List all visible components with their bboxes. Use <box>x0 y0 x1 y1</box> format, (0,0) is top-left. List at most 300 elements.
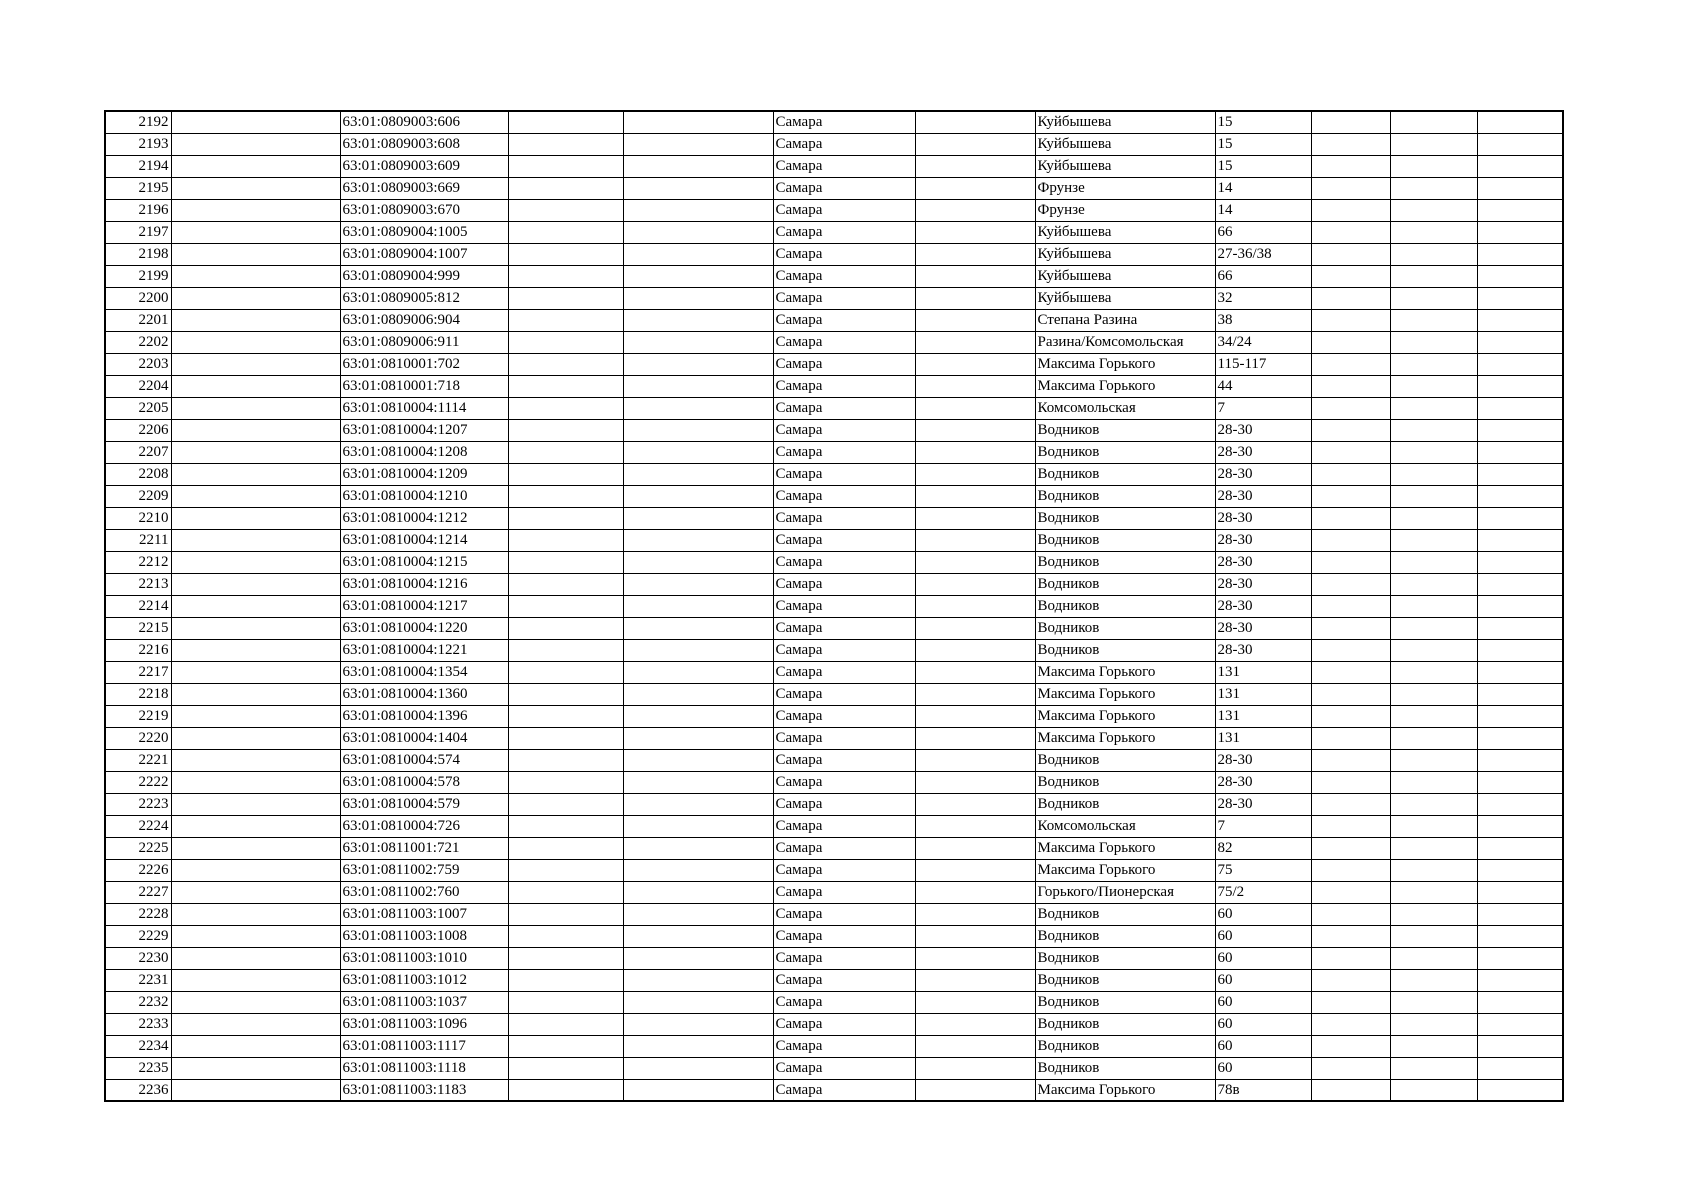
table-row <box>105 903 1563 925</box>
street-cell: Водников <box>1035 1035 1215 1057</box>
empty-cell <box>1477 1079 1563 1101</box>
empty-cell <box>915 991 1035 1013</box>
empty-cell <box>171 749 340 771</box>
street-cell: Комсомольская <box>1035 815 1215 837</box>
empty-cell <box>508 419 623 441</box>
table-body <box>105 111 1563 1101</box>
empty-cell <box>508 529 623 551</box>
cadastral-number-cell: 63:01:0810004:1207 <box>340 419 508 441</box>
house-number-cell: 28-30 <box>1215 485 1311 507</box>
empty-cell <box>1390 353 1477 375</box>
house-number-cell: 66 <box>1215 221 1311 243</box>
empty-cell <box>623 265 773 287</box>
table-row <box>105 111 1563 133</box>
empty-cell <box>1311 1079 1390 1101</box>
empty-cell <box>1390 1013 1477 1035</box>
empty-cell <box>623 947 773 969</box>
empty-cell <box>915 111 1035 133</box>
city-cell: Самара <box>773 1057 915 1079</box>
empty-cell <box>171 859 340 881</box>
empty-cell <box>508 507 623 529</box>
table-row <box>105 529 1563 551</box>
empty-cell <box>1390 793 1477 815</box>
empty-cell <box>915 903 1035 925</box>
data-table <box>104 110 1564 1102</box>
table-row <box>105 1035 1563 1057</box>
empty-cell <box>1477 617 1563 639</box>
empty-cell <box>1477 991 1563 1013</box>
empty-cell <box>623 309 773 331</box>
empty-cell <box>623 925 773 947</box>
empty-cell <box>171 221 340 243</box>
empty-cell <box>1311 727 1390 749</box>
empty-cell <box>623 419 773 441</box>
table-row <box>105 309 1563 331</box>
cadastral-number-cell: 63:01:0810001:702 <box>340 353 508 375</box>
empty-cell <box>1311 243 1390 265</box>
street-cell: Водников <box>1035 617 1215 639</box>
table-row <box>105 507 1563 529</box>
table-row <box>105 991 1563 1013</box>
empty-cell <box>508 331 623 353</box>
empty-cell <box>1390 397 1477 419</box>
empty-cell <box>1390 991 1477 1013</box>
cadastral-number-cell: 63:01:0810004:1404 <box>340 727 508 749</box>
empty-cell <box>1390 441 1477 463</box>
street-cell: Горького/Пионерская <box>1035 881 1215 903</box>
empty-cell <box>915 199 1035 221</box>
house-number-cell: 32 <box>1215 287 1311 309</box>
empty-cell <box>1311 177 1390 199</box>
empty-cell <box>171 815 340 837</box>
house-number-cell: 82 <box>1215 837 1311 859</box>
empty-cell <box>171 969 340 991</box>
empty-cell <box>1390 925 1477 947</box>
house-number-cell: 44 <box>1215 375 1311 397</box>
empty-cell <box>508 617 623 639</box>
city-cell: Самара <box>773 815 915 837</box>
empty-cell <box>1311 925 1390 947</box>
empty-cell <box>171 595 340 617</box>
house-number-cell: 115-117 <box>1215 353 1311 375</box>
cadastral-number-cell: 63:01:0809003:670 <box>340 199 508 221</box>
empty-cell <box>1311 859 1390 881</box>
city-cell: Самара <box>773 947 915 969</box>
street-cell: Максима Горького <box>1035 705 1215 727</box>
empty-cell <box>1477 375 1563 397</box>
house-number-cell: 78в <box>1215 1079 1311 1101</box>
house-number-cell: 66 <box>1215 265 1311 287</box>
street-cell: Куйбышева <box>1035 155 1215 177</box>
empty-cell <box>1311 265 1390 287</box>
empty-cell <box>1477 661 1563 683</box>
empty-cell <box>508 375 623 397</box>
empty-cell <box>1477 859 1563 881</box>
street-cell: Водников <box>1035 485 1215 507</box>
empty-cell <box>915 683 1035 705</box>
empty-cell <box>1477 881 1563 903</box>
table-row <box>105 683 1563 705</box>
empty-cell <box>1390 683 1477 705</box>
house-number-cell: 60 <box>1215 1035 1311 1057</box>
empty-cell <box>1390 265 1477 287</box>
empty-cell <box>171 573 340 595</box>
table-row <box>105 199 1563 221</box>
city-cell: Самара <box>773 419 915 441</box>
cadastral-number-cell: 63:01:0809003:608 <box>340 133 508 155</box>
empty-cell <box>1311 529 1390 551</box>
empty-cell <box>508 1079 623 1101</box>
empty-cell <box>623 397 773 419</box>
house-number-cell: 7 <box>1215 397 1311 419</box>
row-number-cell: 2197 <box>105 221 171 243</box>
empty-cell <box>1311 199 1390 221</box>
street-cell: Максима Горького <box>1035 661 1215 683</box>
house-number-cell: 15 <box>1215 155 1311 177</box>
city-cell: Самара <box>773 1035 915 1057</box>
empty-cell <box>508 397 623 419</box>
house-number-cell: 14 <box>1215 199 1311 221</box>
empty-cell <box>1311 331 1390 353</box>
cadastral-number-cell: 63:01:0809003:606 <box>340 111 508 133</box>
city-cell: Самара <box>773 991 915 1013</box>
house-number-cell: 15 <box>1215 133 1311 155</box>
empty-cell <box>1311 221 1390 243</box>
empty-cell <box>508 573 623 595</box>
empty-cell <box>1311 287 1390 309</box>
empty-cell <box>1477 265 1563 287</box>
empty-cell <box>1390 221 1477 243</box>
city-cell: Самара <box>773 595 915 617</box>
empty-cell <box>171 199 340 221</box>
empty-cell <box>623 991 773 1013</box>
empty-cell <box>1477 595 1563 617</box>
city-cell: Самара <box>773 243 915 265</box>
cadastral-number-cell: 63:01:0810004:1212 <box>340 507 508 529</box>
empty-cell <box>915 573 1035 595</box>
empty-cell <box>915 815 1035 837</box>
street-cell: Водников <box>1035 573 1215 595</box>
house-number-cell: 28-30 <box>1215 617 1311 639</box>
empty-cell <box>915 529 1035 551</box>
empty-cell <box>171 771 340 793</box>
city-cell: Самара <box>773 705 915 727</box>
cadastral-number-cell: 63:01:0811001:721 <box>340 837 508 859</box>
house-number-cell: 75/2 <box>1215 881 1311 903</box>
empty-cell <box>508 683 623 705</box>
city-cell: Самара <box>773 265 915 287</box>
empty-cell <box>1311 639 1390 661</box>
cadastral-number-cell: 63:01:0810004:1360 <box>340 683 508 705</box>
cadastral-number-cell: 63:01:0810004:1210 <box>340 485 508 507</box>
cadastral-number-cell: 63:01:0809004:1007 <box>340 243 508 265</box>
row-number-cell: 2232 <box>105 991 171 1013</box>
empty-cell <box>623 815 773 837</box>
empty-cell <box>623 749 773 771</box>
table-row <box>105 133 1563 155</box>
empty-cell <box>508 353 623 375</box>
street-cell: Водников <box>1035 1013 1215 1035</box>
empty-cell <box>1477 309 1563 331</box>
empty-cell <box>1477 111 1563 133</box>
empty-cell <box>171 617 340 639</box>
row-number-cell: 2229 <box>105 925 171 947</box>
row-number-cell: 2218 <box>105 683 171 705</box>
empty-cell <box>1477 199 1563 221</box>
street-cell: Комсомольская <box>1035 397 1215 419</box>
city-cell: Самара <box>773 353 915 375</box>
table-row <box>105 419 1563 441</box>
house-number-cell: 28-30 <box>1215 463 1311 485</box>
empty-cell <box>508 727 623 749</box>
empty-cell <box>915 705 1035 727</box>
table-row <box>105 793 1563 815</box>
empty-cell <box>508 903 623 925</box>
empty-cell <box>623 485 773 507</box>
city-cell: Самара <box>773 1013 915 1035</box>
house-number-cell: 131 <box>1215 727 1311 749</box>
empty-cell <box>508 441 623 463</box>
empty-cell <box>915 1013 1035 1035</box>
table-row <box>105 573 1563 595</box>
empty-cell <box>171 1013 340 1035</box>
street-cell: Куйбышева <box>1035 133 1215 155</box>
empty-cell <box>508 991 623 1013</box>
street-cell: Разина/Комсомольская <box>1035 331 1215 353</box>
city-cell: Самара <box>773 133 915 155</box>
empty-cell <box>1390 331 1477 353</box>
empty-cell <box>508 463 623 485</box>
empty-cell <box>171 265 340 287</box>
empty-cell <box>915 397 1035 419</box>
street-cell: Водников <box>1035 925 1215 947</box>
empty-cell <box>1311 507 1390 529</box>
cadastral-number-cell: 63:01:0810004:1216 <box>340 573 508 595</box>
empty-cell <box>1390 287 1477 309</box>
city-cell: Самара <box>773 111 915 133</box>
empty-cell <box>1311 133 1390 155</box>
empty-cell <box>1311 617 1390 639</box>
empty-cell <box>1390 815 1477 837</box>
city-cell: Самара <box>773 507 915 529</box>
street-cell: Водников <box>1035 969 1215 991</box>
house-number-cell: 60 <box>1215 903 1311 925</box>
empty-cell <box>623 243 773 265</box>
house-number-cell: 34/24 <box>1215 331 1311 353</box>
empty-cell <box>508 221 623 243</box>
street-cell: Водников <box>1035 903 1215 925</box>
house-number-cell: 28-30 <box>1215 573 1311 595</box>
empty-cell <box>915 1057 1035 1079</box>
cadastral-number-cell: 63:01:0809006:904 <box>340 309 508 331</box>
table-row <box>105 155 1563 177</box>
empty-cell <box>623 353 773 375</box>
cadastral-number-cell: 63:01:0810004:1209 <box>340 463 508 485</box>
empty-cell <box>508 551 623 573</box>
empty-cell <box>1311 881 1390 903</box>
empty-cell <box>171 793 340 815</box>
table-row <box>105 595 1563 617</box>
empty-cell <box>171 837 340 859</box>
empty-cell <box>508 111 623 133</box>
empty-cell <box>1390 375 1477 397</box>
empty-cell <box>1477 771 1563 793</box>
empty-cell <box>508 771 623 793</box>
house-number-cell: 60 <box>1215 991 1311 1013</box>
empty-cell <box>171 463 340 485</box>
street-cell: Максима Горького <box>1035 1079 1215 1101</box>
empty-cell <box>171 991 340 1013</box>
row-number-cell: 2235 <box>105 1057 171 1079</box>
cadastral-number-cell: 63:01:0811003:1037 <box>340 991 508 1013</box>
city-cell: Самара <box>773 309 915 331</box>
city-cell: Самара <box>773 837 915 859</box>
row-number-cell: 2210 <box>105 507 171 529</box>
empty-cell <box>1477 243 1563 265</box>
empty-cell <box>1477 705 1563 727</box>
city-cell: Самара <box>773 331 915 353</box>
empty-cell <box>1311 661 1390 683</box>
empty-cell <box>915 925 1035 947</box>
cadastral-number-cell: 63:01:0810004:574 <box>340 749 508 771</box>
empty-cell <box>915 331 1035 353</box>
empty-cell <box>1390 1079 1477 1101</box>
house-number-cell: 28-30 <box>1215 551 1311 573</box>
city-cell: Самара <box>773 683 915 705</box>
empty-cell <box>915 265 1035 287</box>
empty-cell <box>623 573 773 595</box>
cadastral-number-cell: 63:01:0811003:1010 <box>340 947 508 969</box>
empty-cell <box>623 111 773 133</box>
table-row <box>105 837 1563 859</box>
table-row <box>105 331 1563 353</box>
house-number-cell: 28-30 <box>1215 529 1311 551</box>
empty-cell <box>915 441 1035 463</box>
city-cell: Самара <box>773 155 915 177</box>
city-cell: Самара <box>773 287 915 309</box>
empty-cell <box>508 639 623 661</box>
empty-cell <box>1477 639 1563 661</box>
empty-cell <box>915 1035 1035 1057</box>
row-number-cell: 2199 <box>105 265 171 287</box>
empty-cell <box>1477 1035 1563 1057</box>
row-number-cell: 2211 <box>105 529 171 551</box>
table-row <box>105 661 1563 683</box>
street-cell: Водников <box>1035 529 1215 551</box>
empty-cell <box>1477 177 1563 199</box>
empty-cell <box>623 1079 773 1101</box>
empty-cell <box>623 903 773 925</box>
empty-cell <box>508 749 623 771</box>
house-number-cell: 28-30 <box>1215 639 1311 661</box>
empty-cell <box>1390 705 1477 727</box>
city-cell: Самара <box>773 661 915 683</box>
cadastral-number-cell: 63:01:0809004:999 <box>340 265 508 287</box>
empty-cell <box>171 419 340 441</box>
empty-cell <box>1311 947 1390 969</box>
empty-cell <box>1390 573 1477 595</box>
street-cell: Водников <box>1035 441 1215 463</box>
street-cell: Водников <box>1035 1057 1215 1079</box>
empty-cell <box>508 309 623 331</box>
row-number-cell: 2216 <box>105 639 171 661</box>
empty-cell <box>1390 1057 1477 1079</box>
table-row <box>105 969 1563 991</box>
empty-cell <box>1390 771 1477 793</box>
house-number-cell: 60 <box>1215 1013 1311 1035</box>
empty-cell <box>171 551 340 573</box>
table-row <box>105 925 1563 947</box>
house-number-cell: 28-30 <box>1215 419 1311 441</box>
city-cell: Самара <box>773 1079 915 1101</box>
row-number-cell: 2217 <box>105 661 171 683</box>
empty-cell <box>623 133 773 155</box>
table-row <box>105 551 1563 573</box>
house-number-cell: 131 <box>1215 661 1311 683</box>
empty-cell <box>1390 507 1477 529</box>
cadastral-number-cell: 63:01:0810004:1221 <box>340 639 508 661</box>
row-number-cell: 2206 <box>105 419 171 441</box>
cadastral-number-cell: 63:01:0810004:1396 <box>340 705 508 727</box>
house-number-cell: 60 <box>1215 925 1311 947</box>
empty-cell <box>915 595 1035 617</box>
house-number-cell: 131 <box>1215 705 1311 727</box>
city-cell: Самара <box>773 573 915 595</box>
row-number-cell: 2222 <box>105 771 171 793</box>
cadastral-number-cell: 63:01:0809004:1005 <box>340 221 508 243</box>
empty-cell <box>915 177 1035 199</box>
empty-cell <box>915 881 1035 903</box>
empty-cell <box>915 287 1035 309</box>
city-cell: Самара <box>773 397 915 419</box>
street-cell: Водников <box>1035 595 1215 617</box>
cadastral-number-cell: 63:01:0810004:1208 <box>340 441 508 463</box>
empty-cell <box>1311 595 1390 617</box>
street-cell: Водников <box>1035 991 1215 1013</box>
table-row <box>105 287 1563 309</box>
empty-cell <box>1390 661 1477 683</box>
empty-cell <box>1477 925 1563 947</box>
empty-cell <box>171 1057 340 1079</box>
empty-cell <box>915 947 1035 969</box>
empty-cell <box>1390 639 1477 661</box>
house-number-cell: 28-30 <box>1215 507 1311 529</box>
empty-cell <box>623 683 773 705</box>
table-row <box>105 375 1563 397</box>
empty-cell <box>1390 595 1477 617</box>
cadastral-number-cell: 63:01:0811002:760 <box>340 881 508 903</box>
empty-cell <box>1311 1035 1390 1057</box>
cadastral-number-cell: 63:01:0811003:1183 <box>340 1079 508 1101</box>
empty-cell <box>1311 771 1390 793</box>
cadastral-number-cell: 63:01:0810004:1217 <box>340 595 508 617</box>
empty-cell <box>623 551 773 573</box>
row-number-cell: 2198 <box>105 243 171 265</box>
empty-cell <box>1390 155 1477 177</box>
empty-cell <box>1477 947 1563 969</box>
house-number-cell: 28-30 <box>1215 793 1311 815</box>
empty-cell <box>623 375 773 397</box>
cadastral-number-cell: 63:01:0810004:1114 <box>340 397 508 419</box>
street-cell: Фрунзе <box>1035 177 1215 199</box>
row-number-cell: 2204 <box>105 375 171 397</box>
empty-cell <box>1390 881 1477 903</box>
empty-cell <box>623 441 773 463</box>
empty-cell <box>915 155 1035 177</box>
table-row <box>105 1057 1563 1079</box>
empty-cell <box>1311 991 1390 1013</box>
empty-cell <box>171 727 340 749</box>
